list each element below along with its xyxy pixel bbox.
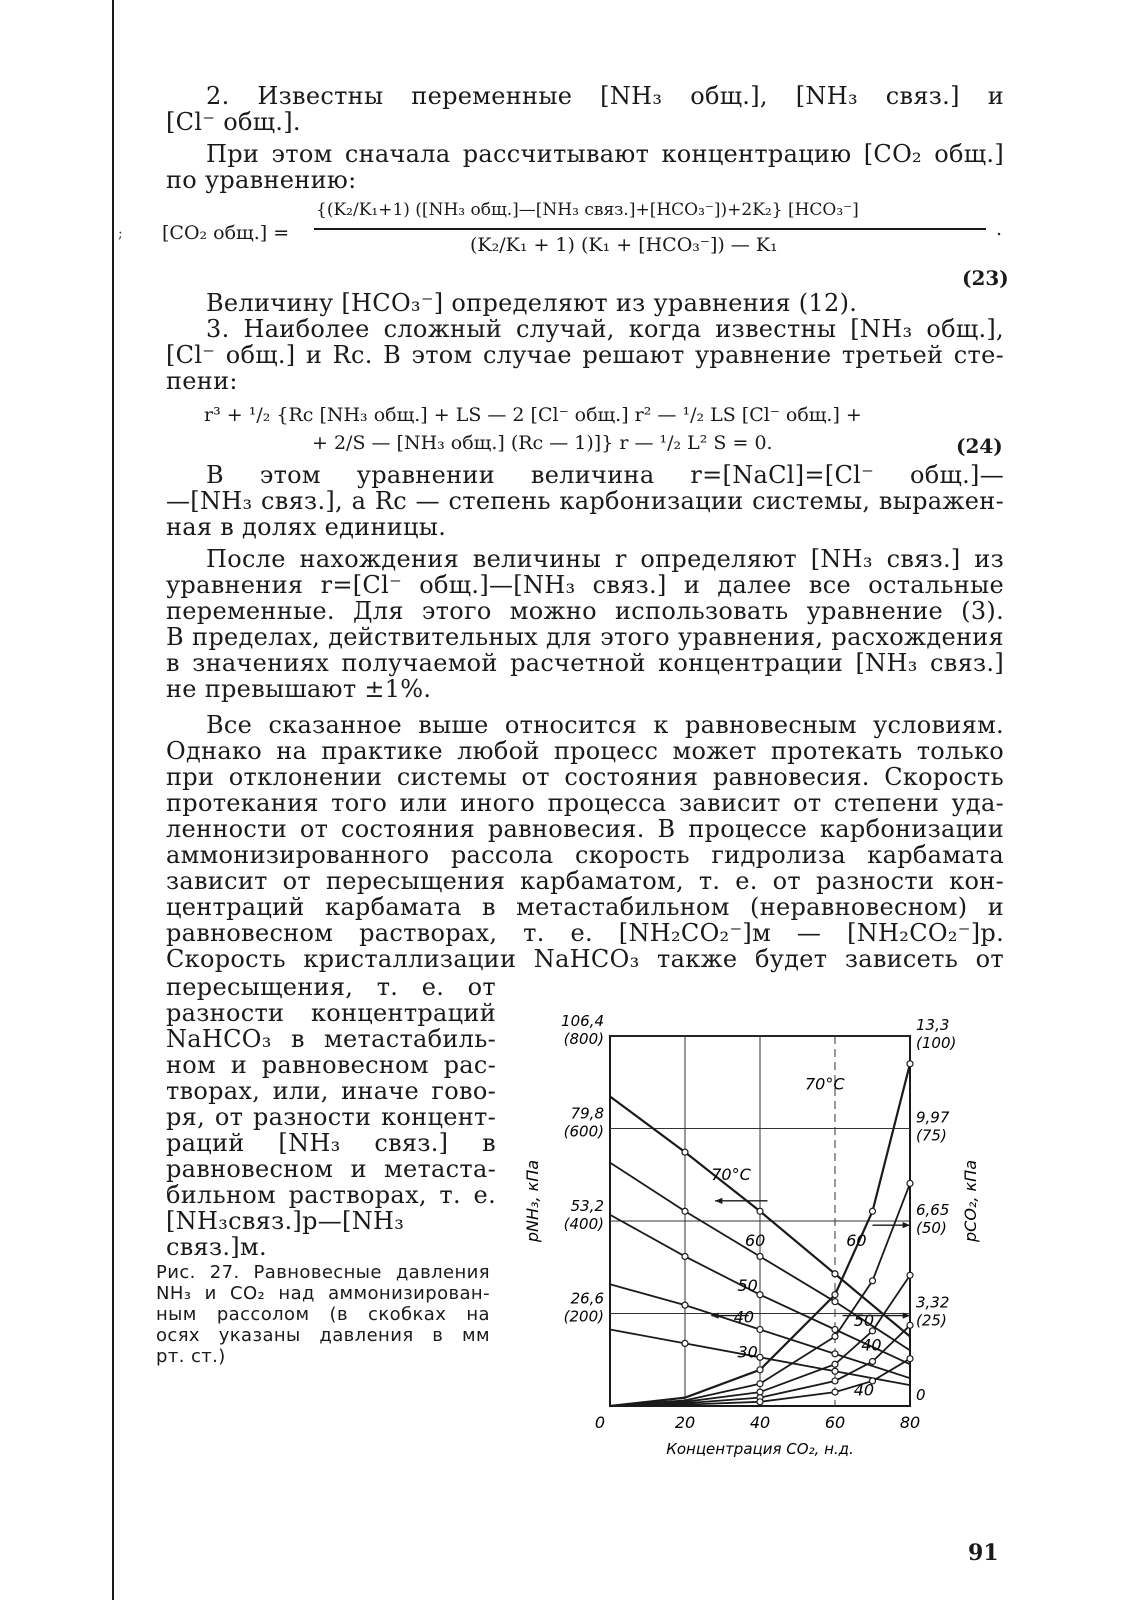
text-line: в значениях получаемой расчетной концентрации [NH₃ связ.] xyxy=(166,649,1004,677)
y-left-tick-label: 79,8 xyxy=(570,1104,604,1123)
nh3-data-point xyxy=(832,1368,838,1374)
nh3-data-point xyxy=(682,1149,688,1155)
text-line: В пределах, действительных для этого уравнения, расхождения xyxy=(166,623,1004,651)
y-right-tick-label: 0 xyxy=(916,1386,926,1404)
y-right-tick-mm: (50) xyxy=(916,1219,947,1237)
caption-line: Рис. 27. Равновесные давления xyxy=(156,1262,490,1283)
y-right-tick-label: 3,32 xyxy=(916,1293,950,1312)
nh3-data-point xyxy=(757,1253,763,1259)
curve-label: 30 xyxy=(737,1342,758,1362)
text-line: Все сказанное выше относится к равновесным условиям. xyxy=(206,711,1004,739)
y-left-tick-mm: (600) xyxy=(563,1122,604,1141)
text-line: раций [NH₃ связ.] в xyxy=(166,1129,496,1157)
equation-23-period: . xyxy=(996,218,1003,240)
curve-label: 40 xyxy=(853,1380,875,1400)
caption-line: осях указаны давления в мм xyxy=(156,1325,490,1346)
text-line: зависит от пересыщения карбаматом, т. е. от разности кон- xyxy=(166,867,1004,895)
text-line: ря, от разности концент- xyxy=(166,1103,496,1131)
y-right-tick-mm: (25) xyxy=(916,1311,947,1330)
x-tick-label: 80 xyxy=(899,1413,921,1432)
co2-data-point xyxy=(757,1381,763,1387)
y-right-tick-mm: (75) xyxy=(916,1126,947,1145)
text-line: 3. Наиболее сложный случай, когда известны [NH₃ общ.], xyxy=(206,315,1004,343)
x-axis-label: Концентрация CO₂, н.д. xyxy=(666,1440,854,1458)
text-line: После нахождения величины r определяют [NH₃ связ.] из xyxy=(206,545,1004,573)
nh3-data-point xyxy=(682,1340,688,1346)
text-line: ленности от состояния равновесия. В процессе карбонизации xyxy=(166,815,1004,843)
text-line: равновесном и метаста- xyxy=(166,1155,496,1183)
y-right-tick-label: 6,65 xyxy=(916,1201,950,1219)
text-line: Величину [HCO₃⁻] определяют из уравнения (12). xyxy=(206,289,858,317)
nh3-data-point xyxy=(832,1351,838,1357)
curve-label: 70°C xyxy=(805,1074,845,1094)
co2-data-point xyxy=(907,1272,913,1278)
equation-23-denominator: (K₂/K₁ + 1) (K₁ + [HCO₃⁻]) — K₁ xyxy=(470,234,778,256)
nh3-data-point xyxy=(832,1299,838,1305)
text-line: аммонизированного рассола скорость гидролиза карбамата xyxy=(166,841,1004,869)
curve-label: 50 xyxy=(737,1276,758,1296)
equation-24-line1: r³ + ¹/₂ {Rc [NH₃ общ.] + LS — 2 [Cl⁻ общ.] r² — ¹/₂ LS [Cl⁻ общ.] + xyxy=(204,404,862,426)
y-left-axis-label: pNH₃, кПа xyxy=(523,1159,542,1243)
caption-line: ным рассолом (в скобках на xyxy=(156,1304,490,1325)
pressure-chart xyxy=(510,1000,980,1480)
x-tick-label: 60 xyxy=(824,1413,846,1432)
co2-data-point xyxy=(832,1378,838,1384)
curve-label: 50 xyxy=(853,1311,875,1331)
x-tick-label: 20 xyxy=(674,1413,696,1432)
text-line: [NH₃связ.]р—[NH₃ связ.]м. xyxy=(166,1207,405,1261)
y-left-tick-mm: (800) xyxy=(563,1030,604,1048)
y-right-tick-label: 9,97 xyxy=(916,1108,950,1127)
text-line: разности концентраций xyxy=(166,999,496,1027)
curve-label: 60 xyxy=(846,1231,867,1251)
text-line: пени: xyxy=(166,367,238,395)
fraction-bar xyxy=(314,228,986,230)
caption-line: рт. ст.) xyxy=(156,1346,226,1367)
text-line: протекания того или иного процесса зависит от степени уда- xyxy=(166,789,1004,817)
co2-data-point xyxy=(757,1399,763,1405)
y-right-tick-label: 13,3 xyxy=(916,1016,950,1034)
text-line: [Cl⁻ общ.] и Rc. В этом случае решают уравнение третьей сте- xyxy=(166,341,1004,369)
arrow-head xyxy=(715,1198,722,1204)
text-line: [Cl⁻ общ.]. xyxy=(166,108,301,136)
equation-24-line2: + 2/S — [NH₃ общ.] (Rc — 1)]} r — ¹/₂ L² S = 0. xyxy=(312,432,773,454)
x-tick-label: 0 xyxy=(594,1413,606,1432)
text-line: При этом сначала рассчитывают концентрацию [CO₂ общ.] xyxy=(206,140,1004,168)
nh3-data-point xyxy=(757,1292,763,1298)
text-line: не превышают ±1%. xyxy=(166,675,432,703)
text-line: —[NH₃ связ.], а Rc — степень карбонизации системы, выражен- xyxy=(166,487,1004,515)
nh3-data-point xyxy=(832,1326,838,1332)
y-right-tick-mm: (100) xyxy=(916,1034,957,1052)
co2-data-point xyxy=(832,1361,838,1367)
curve-label: 60 xyxy=(745,1231,766,1251)
equation-23-lhs: [CO₂ общ.] = xyxy=(162,222,290,244)
nh3-data-point xyxy=(757,1208,763,1214)
text-line: ная в долях единицы. xyxy=(166,513,447,541)
curve-label: 40 xyxy=(733,1307,755,1327)
co2-data-point xyxy=(832,1333,838,1339)
y-left-tick-label: 53,2 xyxy=(570,1197,604,1215)
y-left-tick-label: 106,4 xyxy=(561,1012,604,1030)
y-left-tick-mm: (200) xyxy=(563,1307,604,1326)
y-left-tick-mm: (400) xyxy=(563,1215,604,1233)
co2-data-point xyxy=(757,1367,763,1373)
y-left-tick-label: 26,6 xyxy=(570,1289,604,1308)
co2-data-point xyxy=(832,1389,838,1395)
co2-data-point xyxy=(907,1061,913,1067)
text-line: по уравнению: xyxy=(166,166,357,194)
co2-data-point xyxy=(870,1358,876,1364)
co2-data-point xyxy=(907,1322,913,1328)
arrow-head xyxy=(903,1222,910,1228)
co2-data-point xyxy=(870,1208,876,1214)
text-line: бильном растворах, т. е. xyxy=(166,1181,496,1209)
margin-rule xyxy=(112,0,114,1600)
text-line: равновесном растворах, т. е. [NH₂CO₂⁻]м — [NH₂CO₂⁻]р. xyxy=(166,919,1004,947)
equation-number: (24) xyxy=(956,434,1003,458)
nh3-data-point xyxy=(757,1354,763,1360)
equation-number: (23) xyxy=(962,266,1009,290)
curve-label: 70°C xyxy=(711,1164,751,1184)
nh3-data-point xyxy=(682,1302,688,1308)
co2-data-point xyxy=(907,1180,913,1186)
text-line: Скорость кристаллизации NaHCO₃ также будет зависеть от xyxy=(166,945,1004,973)
x-tick-label: 40 xyxy=(749,1413,771,1432)
nh3-data-point xyxy=(682,1253,688,1259)
text-line: NaHCO₃ в метастабиль- xyxy=(166,1025,496,1053)
text-line: переменные. Для этого можно использовать уравнение (3). xyxy=(166,597,1004,625)
nh3-data-point xyxy=(832,1271,838,1277)
text-line: Однако на практике любой процесс может протекать только xyxy=(166,737,1004,765)
co2-data-point xyxy=(832,1292,838,1298)
text-line: центраций карбамата в метастабильном (неравновесном) и xyxy=(166,893,1004,921)
text-line: при отклонении системы от состояния равновесия. Скорость xyxy=(166,763,1004,791)
figure-caption xyxy=(156,1262,490,1367)
margin-mark: ; xyxy=(118,226,123,242)
co2-data-point xyxy=(907,1356,913,1362)
page-number: 91 xyxy=(968,1540,999,1566)
caption-line: NH₃ и CO₂ над аммонизирован- xyxy=(156,1283,490,1304)
co2-data-point xyxy=(870,1278,876,1284)
equation-23-numerator: {(K₂/K₁+1) ([NH₃ общ.]—[NH₃ связ.]+[HCO₃⁻])+2K₂} [HCO₃⁻] xyxy=(316,200,859,220)
text-line: пересыщения, т. е. от xyxy=(166,973,496,1001)
text-line: уравнения r=[Cl⁻ общ.]—[NH₃ связ.] и далее все остальные xyxy=(166,571,1004,599)
text-line: творах, или, иначе гово- xyxy=(166,1077,496,1105)
text-line: ном и равновесном рас- xyxy=(166,1051,496,1079)
curve-label: 40 xyxy=(861,1335,882,1355)
nh3-data-point xyxy=(682,1208,688,1214)
text-line: В этом уравнении величина r=[NaCl]=[Cl⁻ общ.]— xyxy=(206,461,1004,489)
y-right-axis-label: pCO₂, кПа xyxy=(961,1159,980,1243)
text-line: 2. Известны переменные [NH₃ общ.], [NH₃ связ.] и xyxy=(206,82,1004,110)
nh3-data-point xyxy=(757,1326,763,1332)
